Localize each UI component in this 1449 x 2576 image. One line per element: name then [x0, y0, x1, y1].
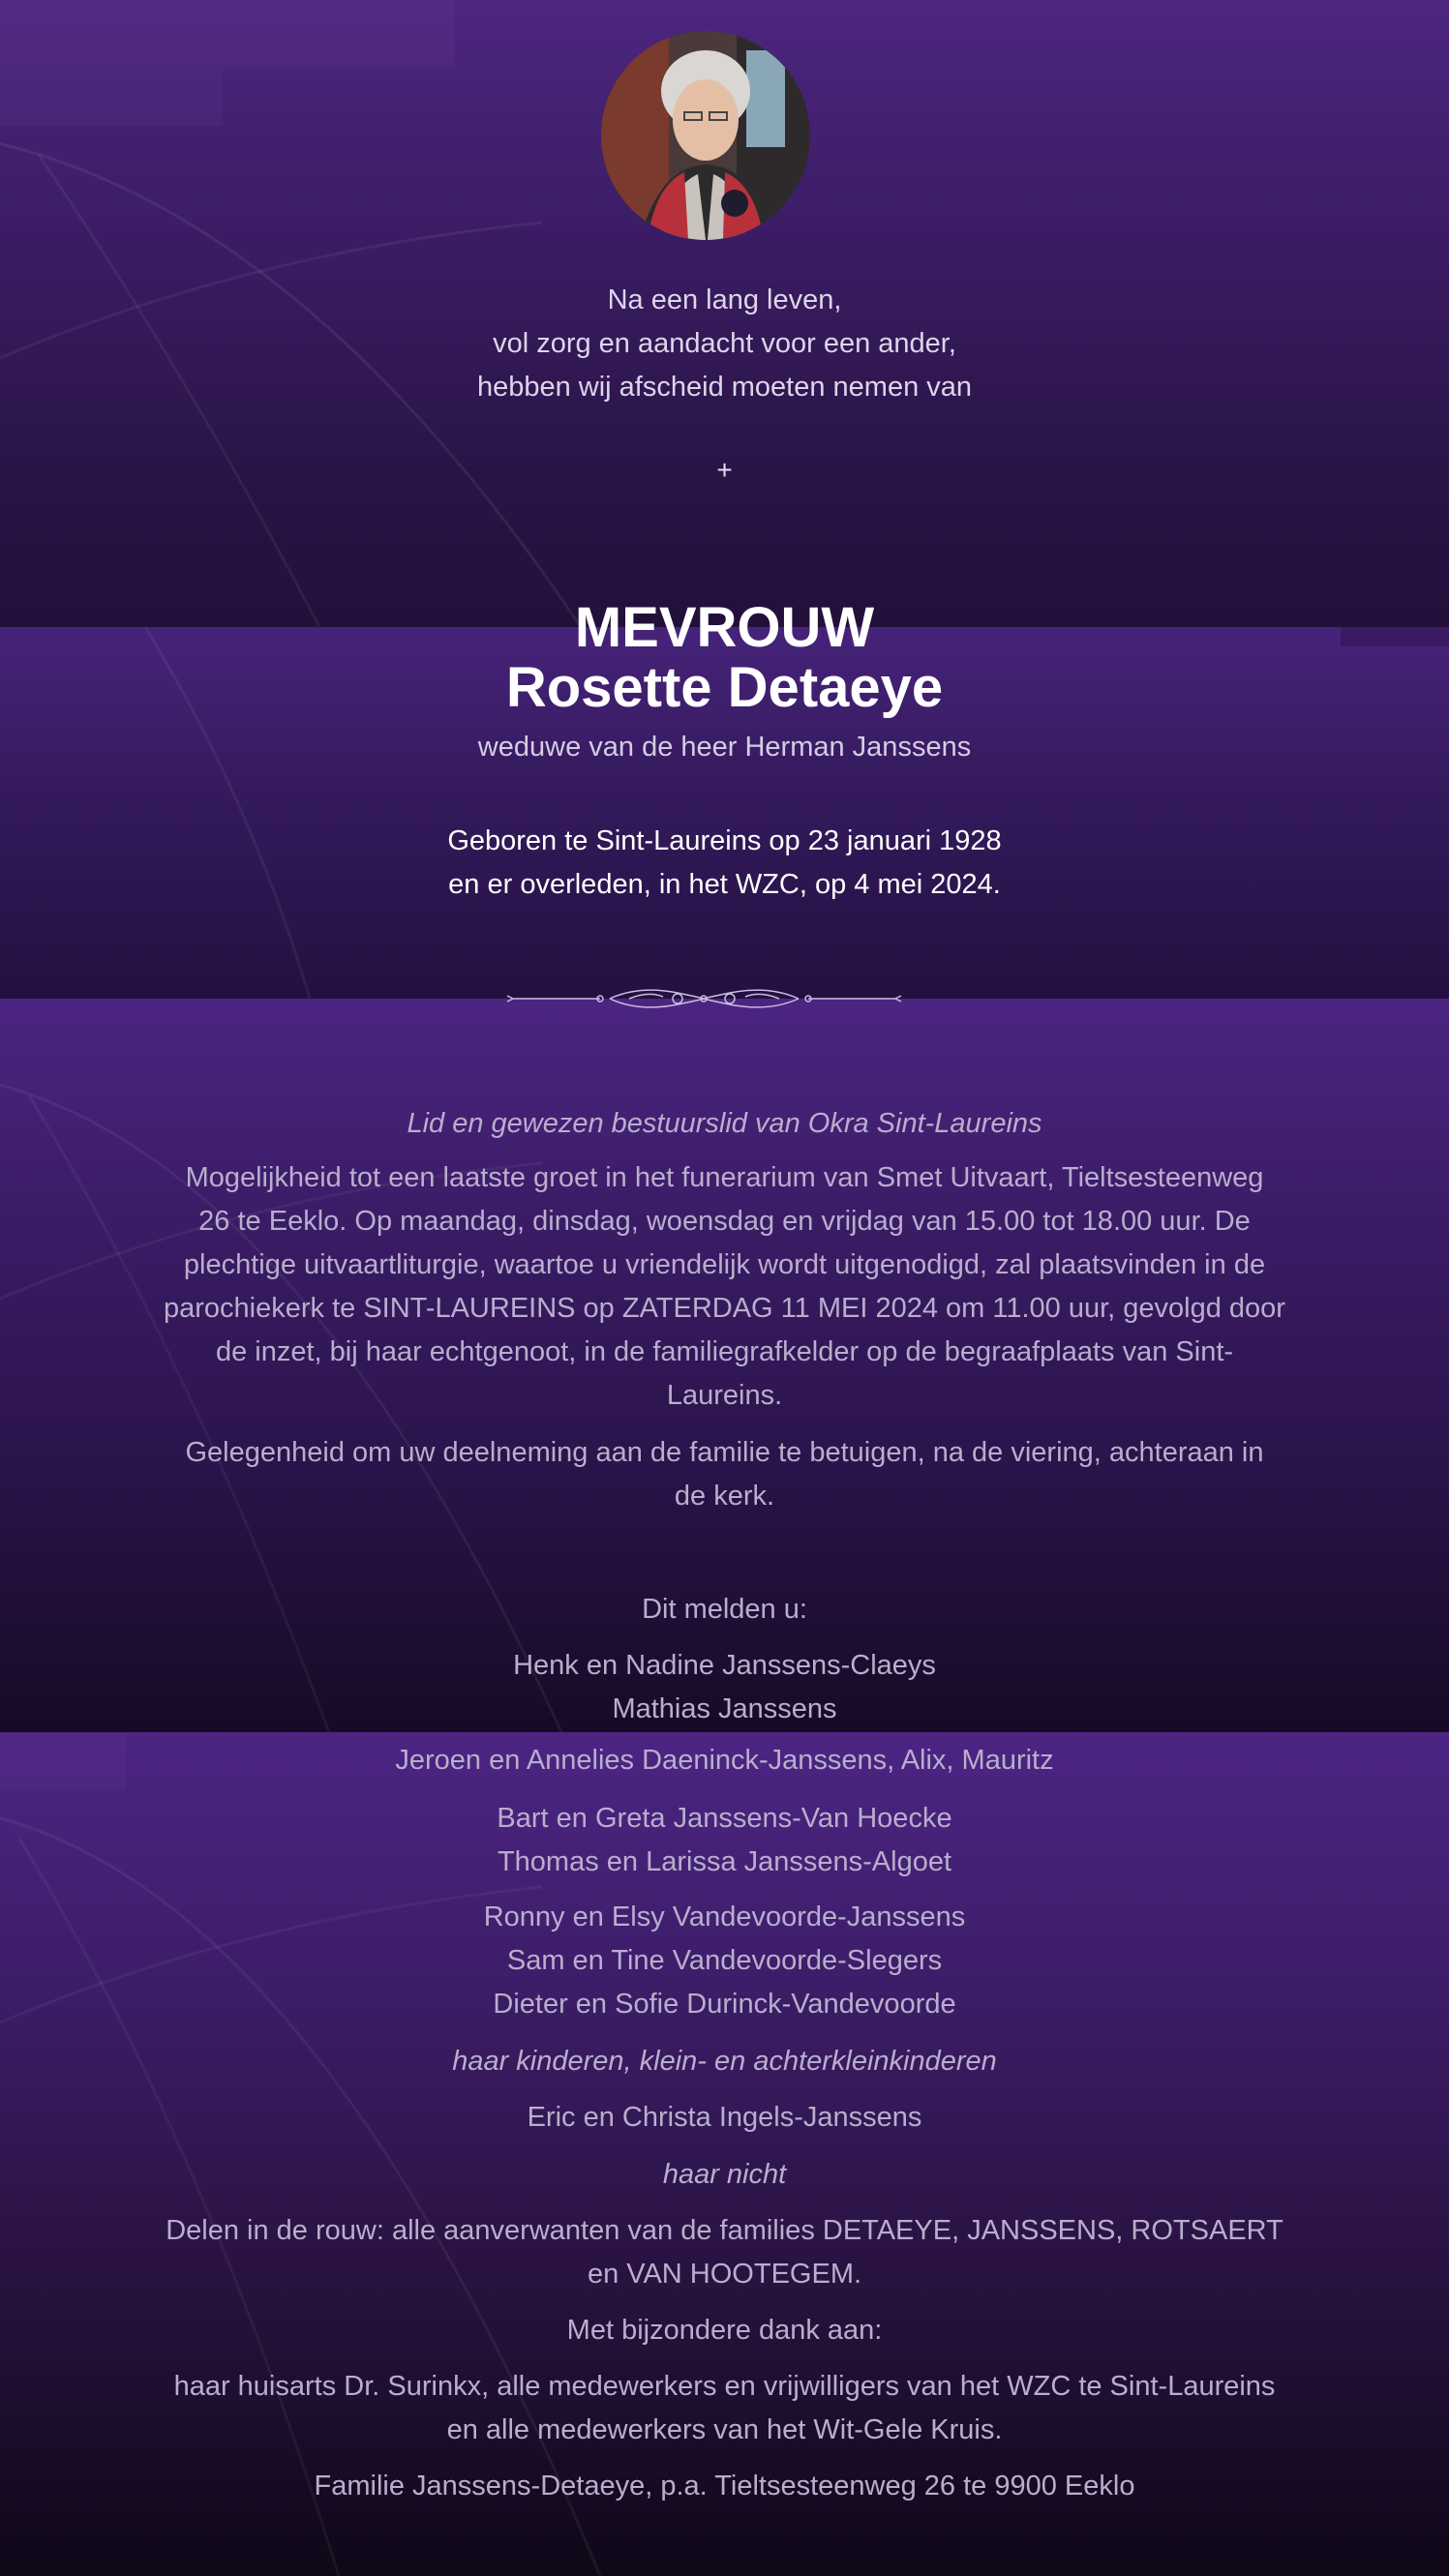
family-member: Henk en Nadine Janssens-Claeys [513, 1650, 936, 1681]
life-dates [0, 820, 1449, 907]
family-group-3 [136, 1896, 1313, 2026]
portrait-photo [601, 31, 810, 240]
deceased-title: MEVROUW [574, 596, 875, 659]
funeral-line: 26 te Eeklo. Op maandag, dinsdag, woensdag en vrijdag van 15.00 tot 18.00 uur. De [198, 1206, 1251, 1237]
family-member: Ronny en Elsy Vandevoorde-Janssens [483, 1902, 966, 1932]
intro-line: Na een lang leven, [607, 285, 842, 315]
funeral-line: parochiekerk te SINT-LAUREINS op ZATERDAG 11 MEI 2024 om 11.00 uur, gevolgd door [164, 1293, 1285, 1324]
deceased-name: Rosette Detaeye [505, 656, 944, 719]
intro-line: vol zorg en aandacht voor een ander, [493, 328, 956, 359]
thanks-text [136, 2365, 1313, 2452]
family-member: Mathias Janssens [612, 1693, 837, 1724]
funeral-line: Laureins. [666, 1380, 783, 1411]
family-member: Sam en Tine Vandevoorde-Slegers [506, 1945, 943, 1976]
family-member: Thomas en Larissa Janssens-Algoet [497, 1846, 952, 1877]
birth-text: Geboren te Sint-Laureins op 23 januari 1928 [447, 825, 1002, 856]
mourning-text [136, 2209, 1313, 2296]
family-member: Bart en Greta Janssens-Van Hoecke [497, 1803, 952, 1834]
family-member: Dieter en Sofie Durinck-Vandevoorde [493, 1989, 956, 2020]
family-group-1 [136, 1644, 1313, 1731]
funeral-line: de inzet, bij haar echtgenoot, in de familiegrafkelder op de begraafplaats van Sint- [215, 1336, 1234, 1367]
cross-symbol: + [716, 455, 733, 485]
mourning-line: Delen in de rouw: alle aanverwanten van de families DETAEYE, JANSSENS, ROTSAERT [166, 2215, 1283, 2246]
announcers-heading: Dit melden u: [642, 1594, 807, 1625]
family-member: Jeroen en Annelies Daeninck-Janssens, Alix, Mauritz [395, 1745, 1054, 1776]
niece-name: Eric en Christa Ingels-Janssens [527, 2102, 922, 2133]
family-group-2 [136, 1797, 1313, 1884]
funeral-line: Mogelijkheid tot een laatste groet in het funerarium van Smet Uitvaart, Tieltsesteenweg [185, 1162, 1264, 1193]
portrait-icon [601, 31, 810, 240]
decorative-divider-icon [503, 983, 905, 1014]
condolence-info [136, 1431, 1313, 1518]
intro-text [0, 279, 1449, 409]
relation-children: haar kinderen, klein- en achterkleinkinderen [452, 2046, 997, 2077]
condolence-line: Gelegenheid om uw deelneming aan de familie te betuigen, na de viering, achteraan in [185, 1437, 1264, 1468]
funeral-line: plechtige uitvaartliturgie, waartoe u vriendelijk wordt uitgenodigd, zal plaatsvinden in de [183, 1249, 1266, 1280]
family-address: Familie Janssens-Detaeye, p.a. Tieltsesteenweg 26 te 9900 Eeklo [314, 2471, 1135, 2501]
condolence-line: de kerk. [674, 1481, 775, 1512]
thanks-heading: Met bijzondere dank aan: [566, 2315, 883, 2346]
thanks-line: haar huisarts Dr. Surinkx, alle medewerkers en vrijwilligers van het WZC te Sint-Laureins [173, 2371, 1276, 2402]
death-text: en er overleden, in het WZC, op 4 mei 2024. [448, 869, 1001, 900]
thanks-line: en alle medewerkers van het Wit-Gele Kruis. [446, 2414, 1003, 2445]
intro-line: hebben wij afscheid moeten nemen van [476, 372, 973, 403]
mourning-line: en VAN HOOTEGEM. [587, 2259, 862, 2290]
relation-niece: haar nicht [662, 2159, 787, 2190]
spouse-text: weduwe van de heer Herman Janssens [477, 732, 972, 763]
funeral-info [136, 1156, 1313, 1418]
membership-text: Lid en gewezen bestuurslid van Okra Sint-Laureins [407, 1108, 1042, 1139]
deceased-heading [0, 598, 1449, 718]
